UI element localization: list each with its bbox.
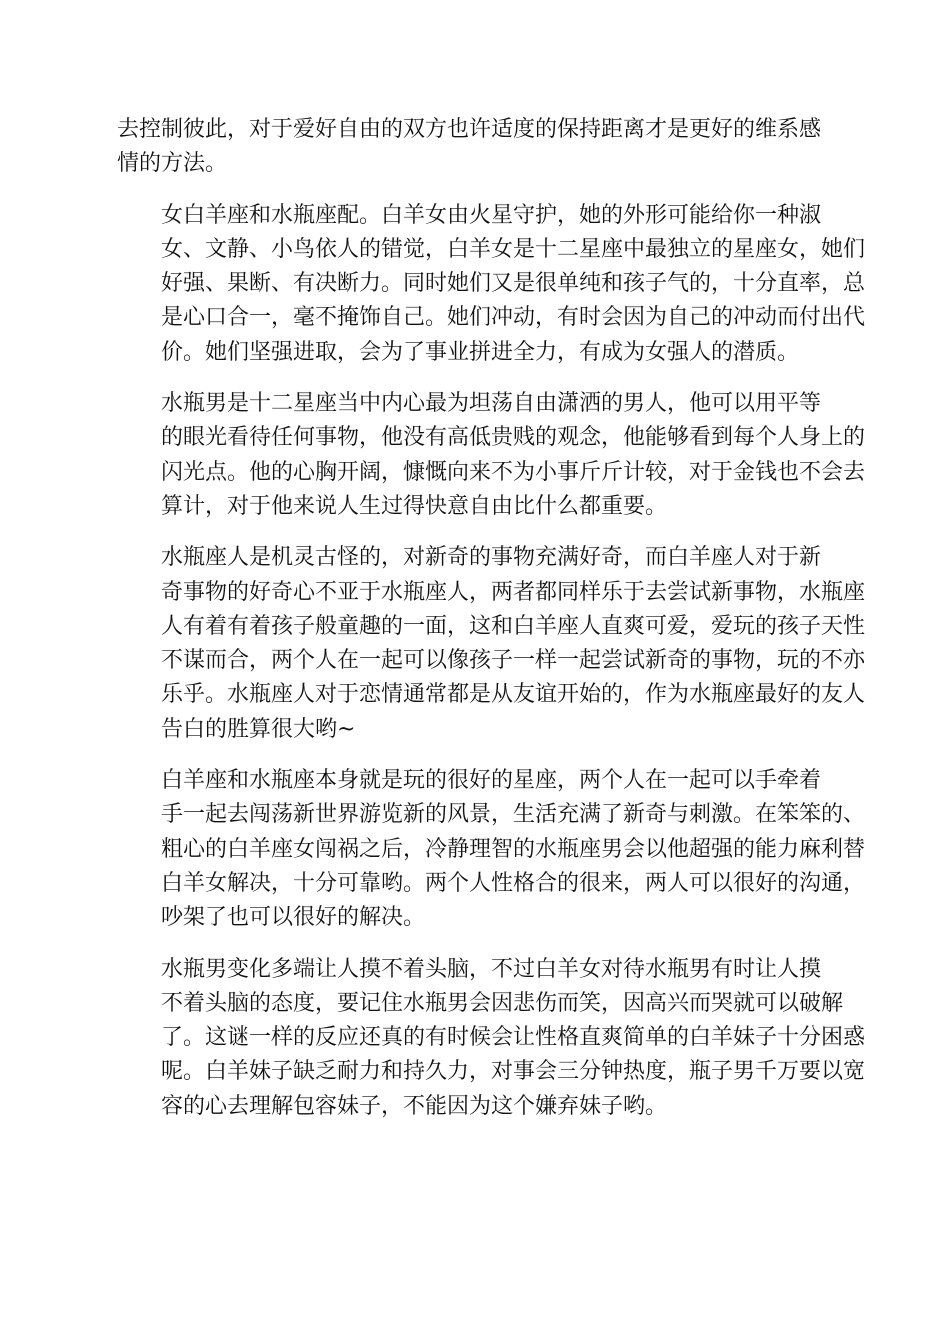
text-line: 女、文静、小鸟依人的错觉，白羊女是十二星座中最独立的星座女，她们	[161, 236, 866, 262]
paragraph-6	[117, 953, 866, 1124]
text-line: 呢。白羊妹子缺乏耐力和持久力，对事会三分钟热度，瓶子男千万要以宽	[161, 1059, 866, 1085]
text-line: 女白羊座和水瓶座配。白羊女由火星守护，她的外形可能给你一种淑	[161, 202, 822, 228]
text-line: 奇事物的好奇心不亚于水瓶座人，两者都同样乐于去尝试新事物，水瓶座	[161, 579, 866, 605]
text-line: 水瓶男是十二星座当中内心最为坦荡自由潇洒的男人，他可以用平等	[161, 391, 822, 417]
text-line: 白羊座和水瓶座本身就是玩的很好的星座，两个人在一起可以手牵着	[161, 768, 822, 794]
text-line: 粗心的白羊座女闯祸之后，冷静理智的水瓶座男会以他超强的能力麻利替	[161, 836, 866, 862]
paragraph-5	[117, 764, 866, 935]
text-line: 去控制彼此，对于爱好自由的双方也许适度的保持距离才是更好的维系感	[117, 117, 822, 142]
text-line: 手一起去闯荡新世界游览新的风景，生活充满了新奇与刺激。在笨笨的、	[161, 802, 866, 828]
text-line: 容的心去理解包容妹子，不能因为这个嫌弃妹子哟。	[161, 1093, 668, 1119]
paragraph-1	[117, 113, 835, 182]
text-line: 吵架了也可以很好的解决。	[161, 905, 426, 931]
paragraph-3	[117, 387, 866, 524]
text-line: 不着头脑的态度，要记住水瓶男会因悲伤而笑，因高兴而哭就可以破解	[161, 990, 844, 1016]
text-line: 好强、果断、有决断力。同时她们又是很单纯和孩子气的，十分直率，总	[161, 271, 866, 297]
paragraph-2	[117, 199, 866, 370]
text-line: 是心口合一，毫不掩饰自己。她们冲动，有时会因为自己的冲动而付出代	[161, 305, 866, 331]
paragraph-4	[117, 541, 866, 747]
text-line: 水瓶座人是机灵古怪的，对新奇的事物充满好奇，而白羊座人对于新	[161, 545, 822, 571]
text-line: 不谋而合，两个人在一起可以像孩子一样一起尝试新奇的事物，玩的不亦	[161, 648, 866, 674]
text-line: 白羊女解决，十分可靠哟。两个人性格合的很来，两人可以很好的沟通，	[161, 870, 866, 896]
text-line: 乐乎。水瓶座人对于恋情通常都是从友谊开始的，作为水瓶座最好的友人	[161, 682, 866, 708]
text-line: 水瓶男变化多端让人摸不着头脑，不过白羊女对待水瓶男有时让人摸	[161, 956, 822, 982]
text-line: 闪光点。他的心胸开阔，慷慨向来不为小事斤斤计较，对于金钱也不会去	[161, 459, 866, 485]
text-line: 算计，对于他来说人生过得快意自由比什么都重要。	[161, 493, 668, 519]
text-line: 价。她们坚强进取，会为了事业拼进全力，有成为女强人的潜质。	[161, 339, 800, 365]
text-line: 情的方法。	[117, 151, 228, 177]
text-line: 人有着有着孩子般童趣的一面，这和白羊座人直爽可爱，爱玩的孩子天性	[161, 613, 866, 639]
text-line: 的眼光看待任何事物，他没有高低贵贱的观念，他能够看到每个人身上的	[161, 425, 866, 451]
text-line: 告白的胜算很大哟~	[161, 716, 356, 742]
document-page	[117, 113, 866, 1141]
text-line: 了。这谜一样的反应还真的有时候会让性格直爽简单的白羊妹子十分困惑	[161, 1025, 866, 1051]
